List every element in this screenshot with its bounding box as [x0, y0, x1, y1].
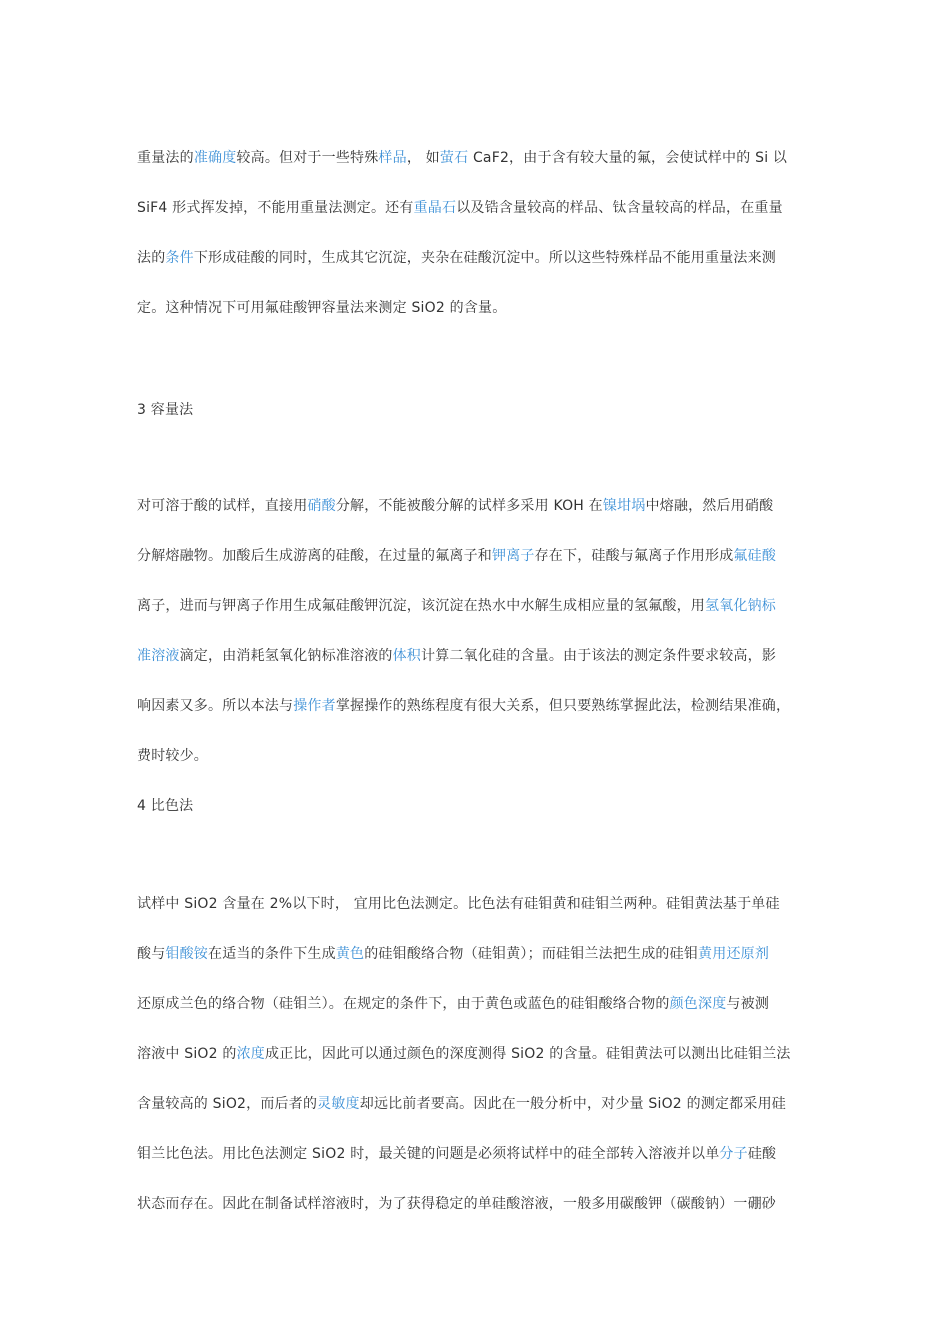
text-segment: 滴定，由消耗氢氧化钠标准溶液的	[179, 648, 393, 664]
text-segment: 法的	[137, 250, 166, 266]
term-link[interactable]: 黄色	[335, 946, 365, 962]
text-segment: 存在下，硅酸与氟离子作用形成	[534, 548, 734, 564]
text-segment: 费时较少。	[137, 748, 208, 764]
text-segment: 钼兰比色法。用比色法测定 SiO2 时，最关键的问题是必须将试样中的硅全部转入溶液并以单	[137, 1146, 720, 1162]
text-segment: 对可溶于酸的试样，直接用	[137, 498, 308, 514]
text-segment: 较高。但对于一些特殊	[236, 150, 379, 166]
text-segment: 状态而存在。因此在制备试样溶液时，为了获得稳定的单硅酸溶液，一般多用碳酸钾（碳酸钠）一硼砂	[137, 1196, 776, 1212]
text-segment: 酸与	[137, 946, 166, 962]
text-segment: 含量较高的 SiO2，而后者的	[137, 1096, 318, 1112]
text-segment: 定。这种情况下可用氟硅酸钾容量法来测定 SiO2 的含量。	[137, 300, 507, 316]
term-link[interactable]: 钼酸铵	[165, 946, 209, 962]
text-segment: 分解熔融物。加酸后生成游离的硅酸，在过量的氟离子和	[137, 548, 492, 564]
paragraph-line	[137, 1094, 786, 1114]
term-link[interactable]: 氢氧化钠标	[705, 598, 776, 614]
paragraph-line	[137, 1044, 791, 1064]
paragraph-line	[137, 298, 506, 318]
paragraph-line	[137, 696, 790, 716]
text-segment: 以及锆含量较高的样品、钛含量较高的样品，在重量	[456, 200, 783, 216]
term-link[interactable]: 条件	[165, 250, 194, 266]
paragraph-line	[137, 894, 780, 914]
text-segment: 离子，进而与钾离子作用生成氟硅酸钾沉淀，该沉淀在热水中水解生成相应量的氢氟酸，用	[137, 598, 705, 614]
term-link[interactable]: 浓度	[236, 1046, 266, 1062]
section-heading-volumetric: 3 容量法	[137, 402, 194, 418]
term-link[interactable]: 体积	[392, 648, 422, 664]
text-segment: 成正比，因此可以通过颜色的深度测得 SiO2 的含量。硅钼黄法可以测出比硅钼兰法	[265, 1046, 791, 1062]
text-segment: 中熔融，然后用硝酸	[645, 498, 774, 514]
term-link[interactable]: 钾离子	[492, 548, 535, 564]
paragraph-line	[137, 496, 773, 516]
term-link[interactable]: 氟硅酸	[733, 548, 777, 564]
text-segment: 的硅钼酸络合物（硅钼黄）；而硅钼兰法把生成的硅钼	[364, 946, 699, 962]
text-segment: 分解，不能被酸分解的试样多采用 KOH 在	[335, 498, 603, 514]
term-link[interactable]: 准确度	[193, 150, 237, 166]
term-link[interactable]: 准溶液	[137, 648, 180, 664]
term-link[interactable]: 操作者	[293, 698, 336, 714]
paragraph-line	[137, 1194, 776, 1214]
paragraph-line	[137, 546, 776, 566]
text-segment: 重量法的	[137, 150, 194, 166]
paragraph-line	[137, 746, 208, 766]
term-link[interactable]: 硝酸	[307, 498, 336, 514]
term-link[interactable]: 重晶石	[413, 200, 457, 216]
text-segment: 还原成兰色的络合物（硅钼兰）。在规定的条件下，由于黄色或蓝色的硅钼酸络合物的	[137, 996, 670, 1012]
text-segment: CaF2，由于含有较大量的氟，会使试样中的 Si 以	[468, 150, 788, 166]
paragraph-line	[137, 646, 776, 666]
text-segment: 试样中 SiO2 含量在 2%以下时， 宜用比色法测定。比色法有硅钼黄和硅钼兰两种。硅钼黄法基于单硅	[137, 896, 780, 912]
paragraph-line	[137, 944, 769, 964]
text-segment: SiF4 形式挥发掉，不能用重量法测定。还有	[137, 200, 414, 216]
text-segment: ， 如	[406, 150, 440, 166]
paragraph-line	[137, 994, 769, 1014]
paragraph-line	[137, 198, 783, 218]
text-segment: 却远比前者要高。因此在一般分析中，对少量 SiO2 的测定都采用硅	[359, 1096, 786, 1112]
text-segment: 下形成硅酸的同时，生成其它沉淀，夹杂在硅酸沉淀中。所以这些特殊样品不能用重量法来测	[193, 250, 777, 266]
paragraph-line	[137, 596, 776, 616]
term-link[interactable]: 颜色深度	[669, 996, 727, 1012]
term-link[interactable]: 镍坩埚	[602, 498, 646, 514]
term-link[interactable]: 萤石	[439, 150, 469, 166]
section-heading-colorimetric: 4 比色法	[137, 798, 194, 814]
text-segment: 硅酸	[747, 1146, 777, 1162]
paragraph-line	[137, 248, 776, 268]
paragraph-line	[137, 148, 787, 168]
text-segment: 计算二氧化硅的含量。由于该法的测定条件要求较高，影	[421, 648, 777, 664]
term-link[interactable]: 灵敏度	[317, 1096, 360, 1112]
term-link[interactable]: 黄用还原剂	[698, 946, 770, 962]
text-segment: 响因素又多。所以本法与	[137, 698, 294, 714]
text-segment: 掌握操作的熟练程度有很大关系，但只要熟练掌握此法，检测结果准确，	[335, 698, 791, 714]
paragraph-line	[137, 1144, 776, 1164]
text-segment: 与被测	[726, 996, 770, 1012]
text-segment: 在适当的条件下生成	[208, 946, 336, 962]
term-link[interactable]: 分子	[719, 1146, 748, 1162]
term-link[interactable]: 样品	[378, 150, 407, 166]
text-segment: 溶液中 SiO2 的	[137, 1046, 237, 1062]
